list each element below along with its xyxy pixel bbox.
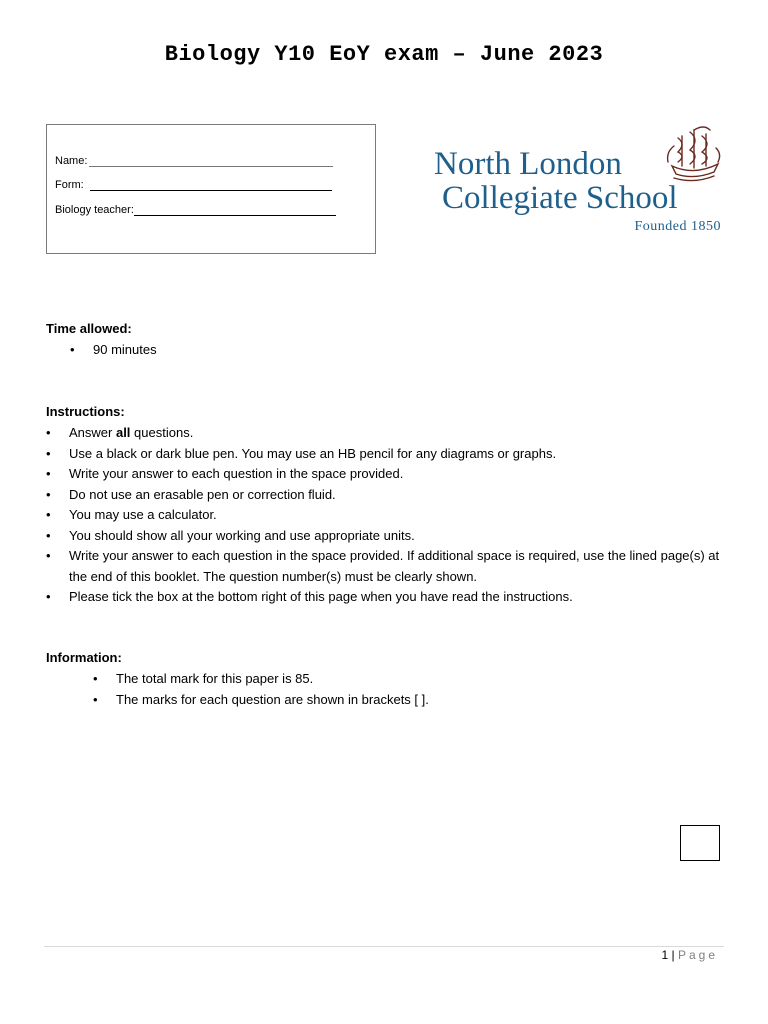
- teacher-line[interactable]: [134, 203, 336, 216]
- name-field[interactable]: [55, 154, 333, 167]
- page-footer: [661, 948, 718, 962]
- information-heading: Information:: [46, 650, 122, 665]
- page-number: 1: [661, 948, 669, 962]
- time-allowed-section: [46, 321, 157, 361]
- time-allowed-item: • 90 minutes: [93, 340, 157, 361]
- time-allowed-heading: Time allowed:: [46, 321, 132, 336]
- information-section: [46, 650, 429, 710]
- information-item: • The marks for each question are shown in brackets [ ].: [116, 690, 429, 711]
- instruction-item: • Use a black or dark blue pen. You may use an HB pencil for any diagrams or graphs.: [69, 444, 726, 465]
- logo-line-1: North London: [434, 146, 622, 182]
- read-instructions-tick-box[interactable]: [680, 825, 720, 861]
- instruction-text: Answer: [69, 425, 116, 440]
- instruction-item: • You may use a calculator.: [69, 505, 726, 526]
- instruction-item: • Write your answer to each question in the space provided.: [69, 464, 726, 485]
- teacher-field[interactable]: [55, 203, 336, 216]
- instruction-item: [69, 423, 726, 444]
- form-label: Form:: [55, 179, 84, 191]
- form-line[interactable]: [90, 178, 332, 191]
- logo-founded: Founded 1850: [634, 219, 721, 234]
- teacher-label: Biology teacher:: [55, 204, 134, 216]
- instruction-item: • Write your answer to each question in the space provided. If additional space is required, use the lined page(s) at the end of this booklet. The question number(s) must be clearly shown.: [69, 546, 726, 587]
- form-field[interactable]: [55, 178, 332, 191]
- instructions-heading: Instructions:: [46, 404, 125, 419]
- ship-emblem-icon: [664, 122, 724, 184]
- instruction-text: questions.: [130, 425, 194, 440]
- school-logo: [432, 122, 727, 240]
- page-separator: |: [671, 948, 675, 962]
- name-line[interactable]: [89, 154, 333, 167]
- instruction-item: • Please tick the box at the bottom right of this page when you have read the instructions.: [69, 587, 726, 608]
- instruction-emphasis: all: [115, 425, 131, 440]
- information-item: • The total mark for this paper is 85.: [116, 669, 429, 690]
- name-label: Name:: [55, 155, 88, 167]
- instruction-item: • Do not use an erasable pen or correction fluid.: [69, 485, 726, 506]
- exam-title: Biology Y10 EoY exam – June 2023: [164, 42, 604, 67]
- logo-line-2: Collegiate School: [442, 180, 678, 216]
- instructions-section: [46, 404, 726, 608]
- page-word: Page: [677, 948, 718, 962]
- student-details-box: [46, 124, 376, 254]
- instruction-item: • You should show all your working and use appropriate units.: [69, 526, 726, 547]
- footer-divider: [44, 946, 724, 947]
